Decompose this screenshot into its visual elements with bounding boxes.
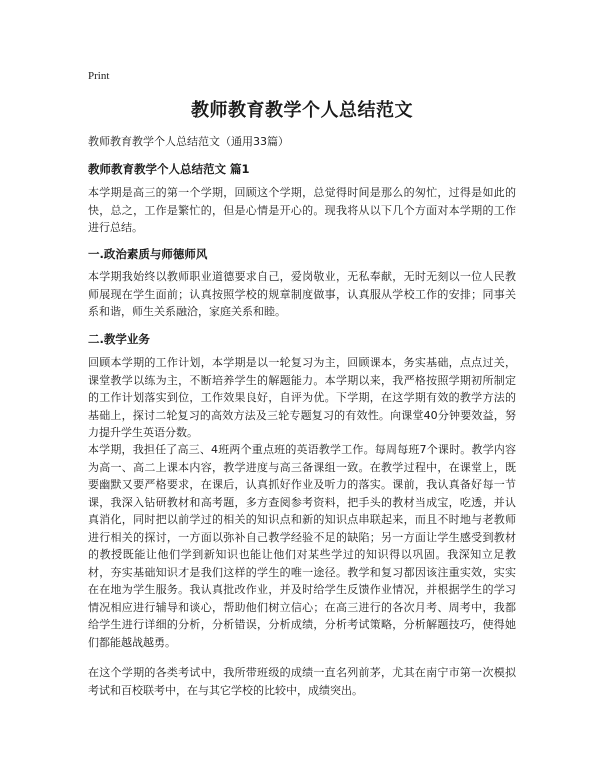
section-heading-politics: 一.政治素质与师德师风: [88, 247, 208, 261]
intro-paragraph: 本学期是高三的第一个学期，回顾这个学期，总觉得时间是那么的匆忙，过得是如此的快，总之，工作是繁忙的，但是心情是开心的。现我将从以下几个方面对本学期的工作进行总结。: [88, 186, 516, 234]
section-politics-paragraph: 本学期我始终以教师职业道德要求自己，爱岗敬业，无私奉献，无时无刻以一位人民教师展现在学生面前；认真按照学校的规章制度做事，认真服从学校工作的安排；同事关系和谐，师生关系融洽，家庭关系和睦。: [88, 270, 516, 318]
section-heading-teaching: 二.教学业务: [88, 332, 150, 346]
exam-results-paragraph: 在这个学期的各类考试中，我所带班级的成绩一直名列前茅，尤其在南宁市第一次模拟考试和百校联考中，在与其它学校的比较中，成绩突出。: [88, 666, 516, 697]
page-title: 教师教育教学个人总结范文: [191, 100, 413, 121]
document-subtitle: 教师教育教学个人总结范文（通用33篇）: [88, 135, 289, 148]
teaching-practice-paragraph: 本学期，我担任了高三、4班两个重点班的英语教学工作。每周每班7个课时。教学内容为高一、高二上课本内容，教学进度与高三备课组一致。在教学过程中，在课堂上，既要幽默又要严格要求，在课后，认真抓好作业及听力的落实。课前，我认真备好每一节课，我深入钻研教材和高考题，多方查阅参考资料，把手头的教材当成宝，吃透，并认真消化，同时把以前学过的相关的知识点和新的知识点串联起来，而且不时地与老教师进行相关的探讨，一方面以弥补自己教学经验不足的缺陷；另一方面让学生感受到教材的教授既能让他们学到新知识也能让他们对某些学过的知识得以巩固。我深知立足教材，夯实基础知识才是我们这样的学生的唯一途径。教学和复习都因该注重实效，实实在在地为学生服务。我认真批改作业，并及时给学生反馈作业情况，并根据学生的学习情况相应进行辅导和谈心，帮助他们树立信心；在高三进行的各次月考、周考中，我都给学生进行详细的分析，分析错误，分析成绩，分析考试策略，分析解题技巧，使得她们都能越战越勇。: [88, 443, 516, 649]
chapter-heading: 教师教育教学个人总结范文 篇1: [88, 162, 250, 176]
teaching-plan-paragraph: 回顾本学期的工作计划，本学期是以一轮复习为主，回顾课本，务实基础，点点过关，课堂教学以练为主，不断培养学生的解题能力。本学期以来，我严格按照学期初所制定的工作计划落实到位，工作效果良好，自评为优。下学期，在这学期有效的教学方法的基础上，探讨二轮复习的高效方法及三轮专题复习的有效性。向课堂40分钟要效益，努力提升学生英语分数。: [88, 356, 516, 439]
print-link[interactable]: Print: [88, 70, 110, 82]
